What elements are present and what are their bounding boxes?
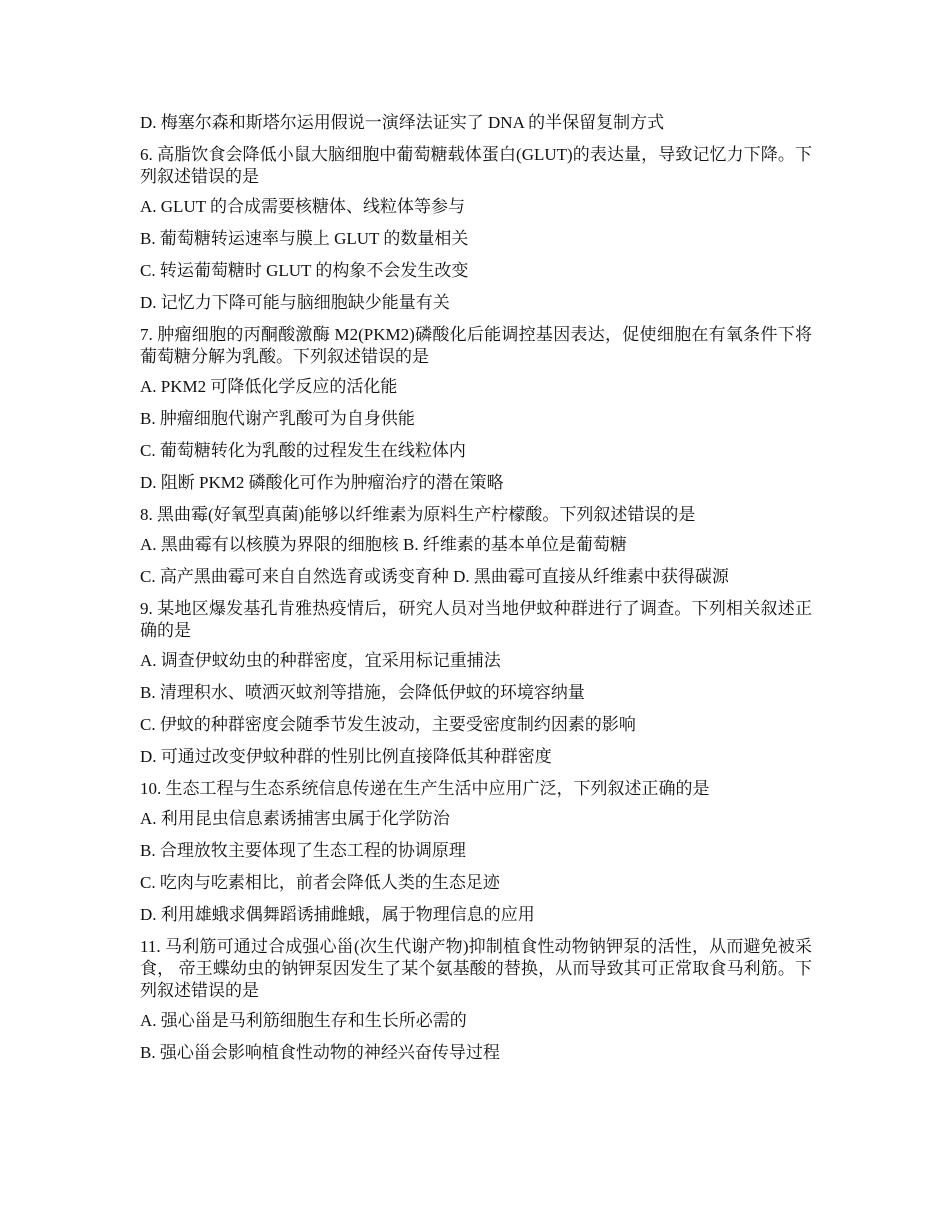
q11-option-a: A. 强心甾是马利筋细胞生存和生长所必需的 xyxy=(140,1011,467,1030)
q9-option-d: D. 可通过改变伊蚊种群的性别比例直接降低其种群密度 xyxy=(140,747,552,766)
q6-option-d: D. 记忆力下降可能与脑细胞缺少能量有关 xyxy=(140,293,450,312)
q6-option-b: B. 葡萄糖转运速率与膜上 GLUT 的数量相关 xyxy=(140,229,469,248)
q8-stem: 8. 黑曲霉(好氧型真菌)能够以纤维素为原料生产柠檬酸。下列叙述错误的是 xyxy=(140,505,696,524)
q6-stem: 6. 高脂饮食会降低小鼠大脑细胞中葡萄糖载体蛋白(GLUT)的表达量，导致记忆力下降。下列叙述错误的是 xyxy=(140,145,812,186)
q8-options-cd: C. 高产黑曲霉可来自自然选育或诱变育种 D. 黑曲霉可直接从纤维素中获得碳源 xyxy=(140,567,729,586)
q10-option-b: B. 合理放牧主要体现了生态工程的协调原理 xyxy=(140,841,466,860)
document-page xyxy=(140,112,812,1074)
q9-stem: 9. 某地区爆发基孔肯雅热疫情后，研究人员对当地伊蚊种群进行了调查。下列相关叙述正确的是 xyxy=(140,599,812,640)
q10-option-d: D. 利用雄蛾求偶舞蹈诱捕雌蛾，属于物理信息的应用 xyxy=(140,905,535,924)
q7-option-c: C. 葡萄糖转化为乳酸的过程发生在线粒体内 xyxy=(140,441,466,460)
q9-option-a: A. 调查伊蚊幼虫的种群密度，宜采用标记重捕法 xyxy=(140,651,501,670)
q6-option-c: C. 转运葡萄糖时 GLUT 的构象不会发生改变 xyxy=(140,261,469,280)
q9-option-b: B. 清理积水、喷洒灭蚊剂等措施，会降低伊蚊的环境容纳量 xyxy=(140,683,585,702)
q5-option-d: D. 梅塞尔森和斯塔尔运用假说一演绎法证实了 DNA 的半保留复制方式 xyxy=(140,113,665,132)
q11-option-b: B. 强心甾会影响植食性动物的神经兴奋传导过程 xyxy=(140,1043,500,1062)
q7-stem: 7. 肿瘤细胞的丙酮酸激酶 M2(PKM2)磷酸化后能调控基因表达，促使细胞在有氧条件下将葡萄糖分解为乳酸。下列叙述错误的是 xyxy=(140,325,812,366)
q6-option-a: A. GLUT 的合成需要核糖体、线粒体等参与 xyxy=(140,197,466,216)
q10-option-c: C. 吃肉与吃素相比，前者会降低人类的生态足迹 xyxy=(140,873,500,892)
q10-stem: 10. 生态工程与生态系统信息传递在生产生活中应用广泛，下列叙述正确的是 xyxy=(140,779,710,798)
q7-option-b: B. 肿瘤细胞代谢产乳酸可为自身供能 xyxy=(140,409,415,428)
q11-stem: 11. 马利筋可通过合成强心甾(次生代谢产物)抑制植食性动物钠钾泵的活性，从而避免被采食， 帝王蝶幼虫的钠钾泵因发生了某个氨基酸的替换，从而导致其可正常取食马利筋。下列叙述错误的是 xyxy=(140,937,812,1000)
q9-option-c: C. 伊蚊的种群密度会随季节发生波动，主要受密度制约因素的影响 xyxy=(140,715,636,734)
q7-option-d: D. 阻断 PKM2 磷酸化可作为肿瘤治疗的潜在策略 xyxy=(140,473,504,492)
q8-options-ab: A. 黑曲霉有以核膜为界限的细胞核 B. 纤维素的基本单位是葡萄糖 xyxy=(140,535,627,554)
q7-option-a: A. PKM2 可降低化学反应的活化能 xyxy=(140,377,398,396)
q10-option-a: A. 利用昆虫信息素诱捕害虫属于化学防治 xyxy=(140,809,450,828)
